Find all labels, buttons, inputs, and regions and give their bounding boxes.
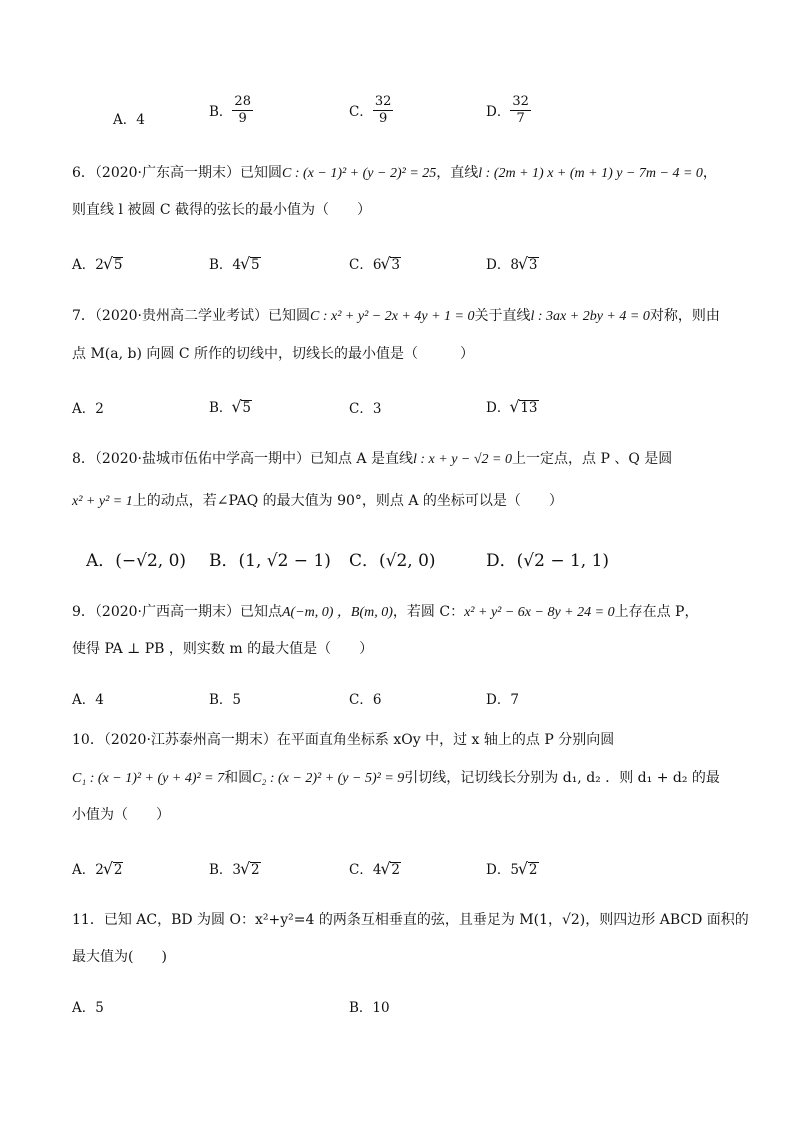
q9-option-b: B．5: [209, 692, 242, 708]
q5-option-b: B． $\frac{28}{9}$: [209, 94, 251, 126]
q8-option-c: C．(√2, 0): [349, 551, 436, 571]
q6-option-b: B．4√ 5: [209, 253, 261, 274]
q5-option-c: C． $\frac{32}{9}$: [349, 94, 392, 126]
q11-option-a: A．5: [72, 1000, 104, 1016]
q7-option-b: B．√ 5: [209, 396, 252, 417]
q7-stem-line2: 点 M(a, b) 向圆 C 所作的切线中，切线长的最小值是（ ）: [72, 346, 474, 362]
q11-option-b: B．10: [349, 1000, 390, 1016]
q9-stem-line2: 使得 PA ⊥ PB ，则实数 m 的最大值是（ ）: [72, 641, 374, 657]
q5-option-d: D． $\frac{32}{7}$: [486, 94, 529, 126]
q9-stem-line1: 9．（2020·广西高一期末）已知点A(−m, 0) ，B(m, 0)，若圆 C：x² + y² − 6x − 8y + 24 = 0上存在点 P，: [72, 604, 699, 620]
q8-option-b: B．(1, √2 − 1): [209, 551, 331, 571]
q10-option-a: A．2√ 2: [72, 858, 123, 879]
q8-stem-line1: 8．（2020·盐城市伍佑中学高一期中）已知点 A 是直线l : x + y − √2 = 0上一定点，点 P 、Q 是圆: [72, 451, 673, 467]
q9-option-d: D．7: [486, 692, 519, 708]
q10-stem-line3: 小值为（ ）: [72, 807, 170, 823]
q9-option-a: A．4: [72, 692, 104, 708]
q10-stem-line2: C₁ : (x − 1)² + (y + 4)² = 7和圆C₂ : (x − 2)² + (y − 5)² = 9引切线，记切线长分别为 d₁, d₂ ．则 d₁ + d₂ 的最: [72, 770, 720, 786]
q9-option-c: C．6: [349, 692, 382, 708]
q8-stem-line2: x² + y² = 1上的动点，若∠PAQ 的最大值为 90°，则点 A 的坐标可以是（ ）: [72, 493, 563, 509]
q10-stem-line1: 10．（2020·江苏泰州高一期末）在平面直角坐标系 xOy 中，过 x 轴上的点 P 分别向圆: [72, 732, 615, 748]
q11-stem-line2: 最大值为( ): [72, 949, 167, 965]
q7-option-c: C．3: [349, 401, 382, 417]
q6-option-d: D．8√ 3: [486, 253, 539, 274]
q6-stem-line1: 6．（2020·广东高一期末）已知圆C : (x − 1)² + (y − 2)² = 25，直线l : (2m + 1) x + (m + 1) y − 7m − 4 = 0，: [72, 165, 717, 181]
q7-option-a: A．2: [72, 401, 104, 417]
q10-option-b: B．3√ 2: [209, 858, 261, 879]
q6-option-a: A．2√ 5: [72, 253, 123, 274]
q6-stem-line2: 则直线 l 被圆 C 截得的弦长的最小值为（ ）: [72, 202, 371, 218]
q11-stem-line1: 11．已知 AC，BD 为圆 O：x²+y²=4 的两条互相垂直的弦，且垂足为 M(1，√2)，则四边形 ABCD 面积的: [72, 912, 749, 928]
q8-option-d: D．(√2 − 1, 1): [486, 551, 610, 571]
q7-stem-line1: 7．（2020·贵州高二学业考试）已知圆C : x² + y² − 2x + 4y + 1 = 0关于直线l : 3ax + 2by + 4 = 0对称，则由: [72, 308, 720, 324]
q8-option-a: A．(−√2, 0): [86, 551, 187, 571]
q5-option-a: A．4: [113, 112, 145, 128]
q6-option-c: C．6√ 3: [349, 253, 401, 274]
q10-option-d: D．5√ 2: [486, 858, 539, 879]
q7-option-d: D．√ 13: [486, 396, 539, 417]
q10-option-c: C．4√ 2: [349, 858, 401, 879]
